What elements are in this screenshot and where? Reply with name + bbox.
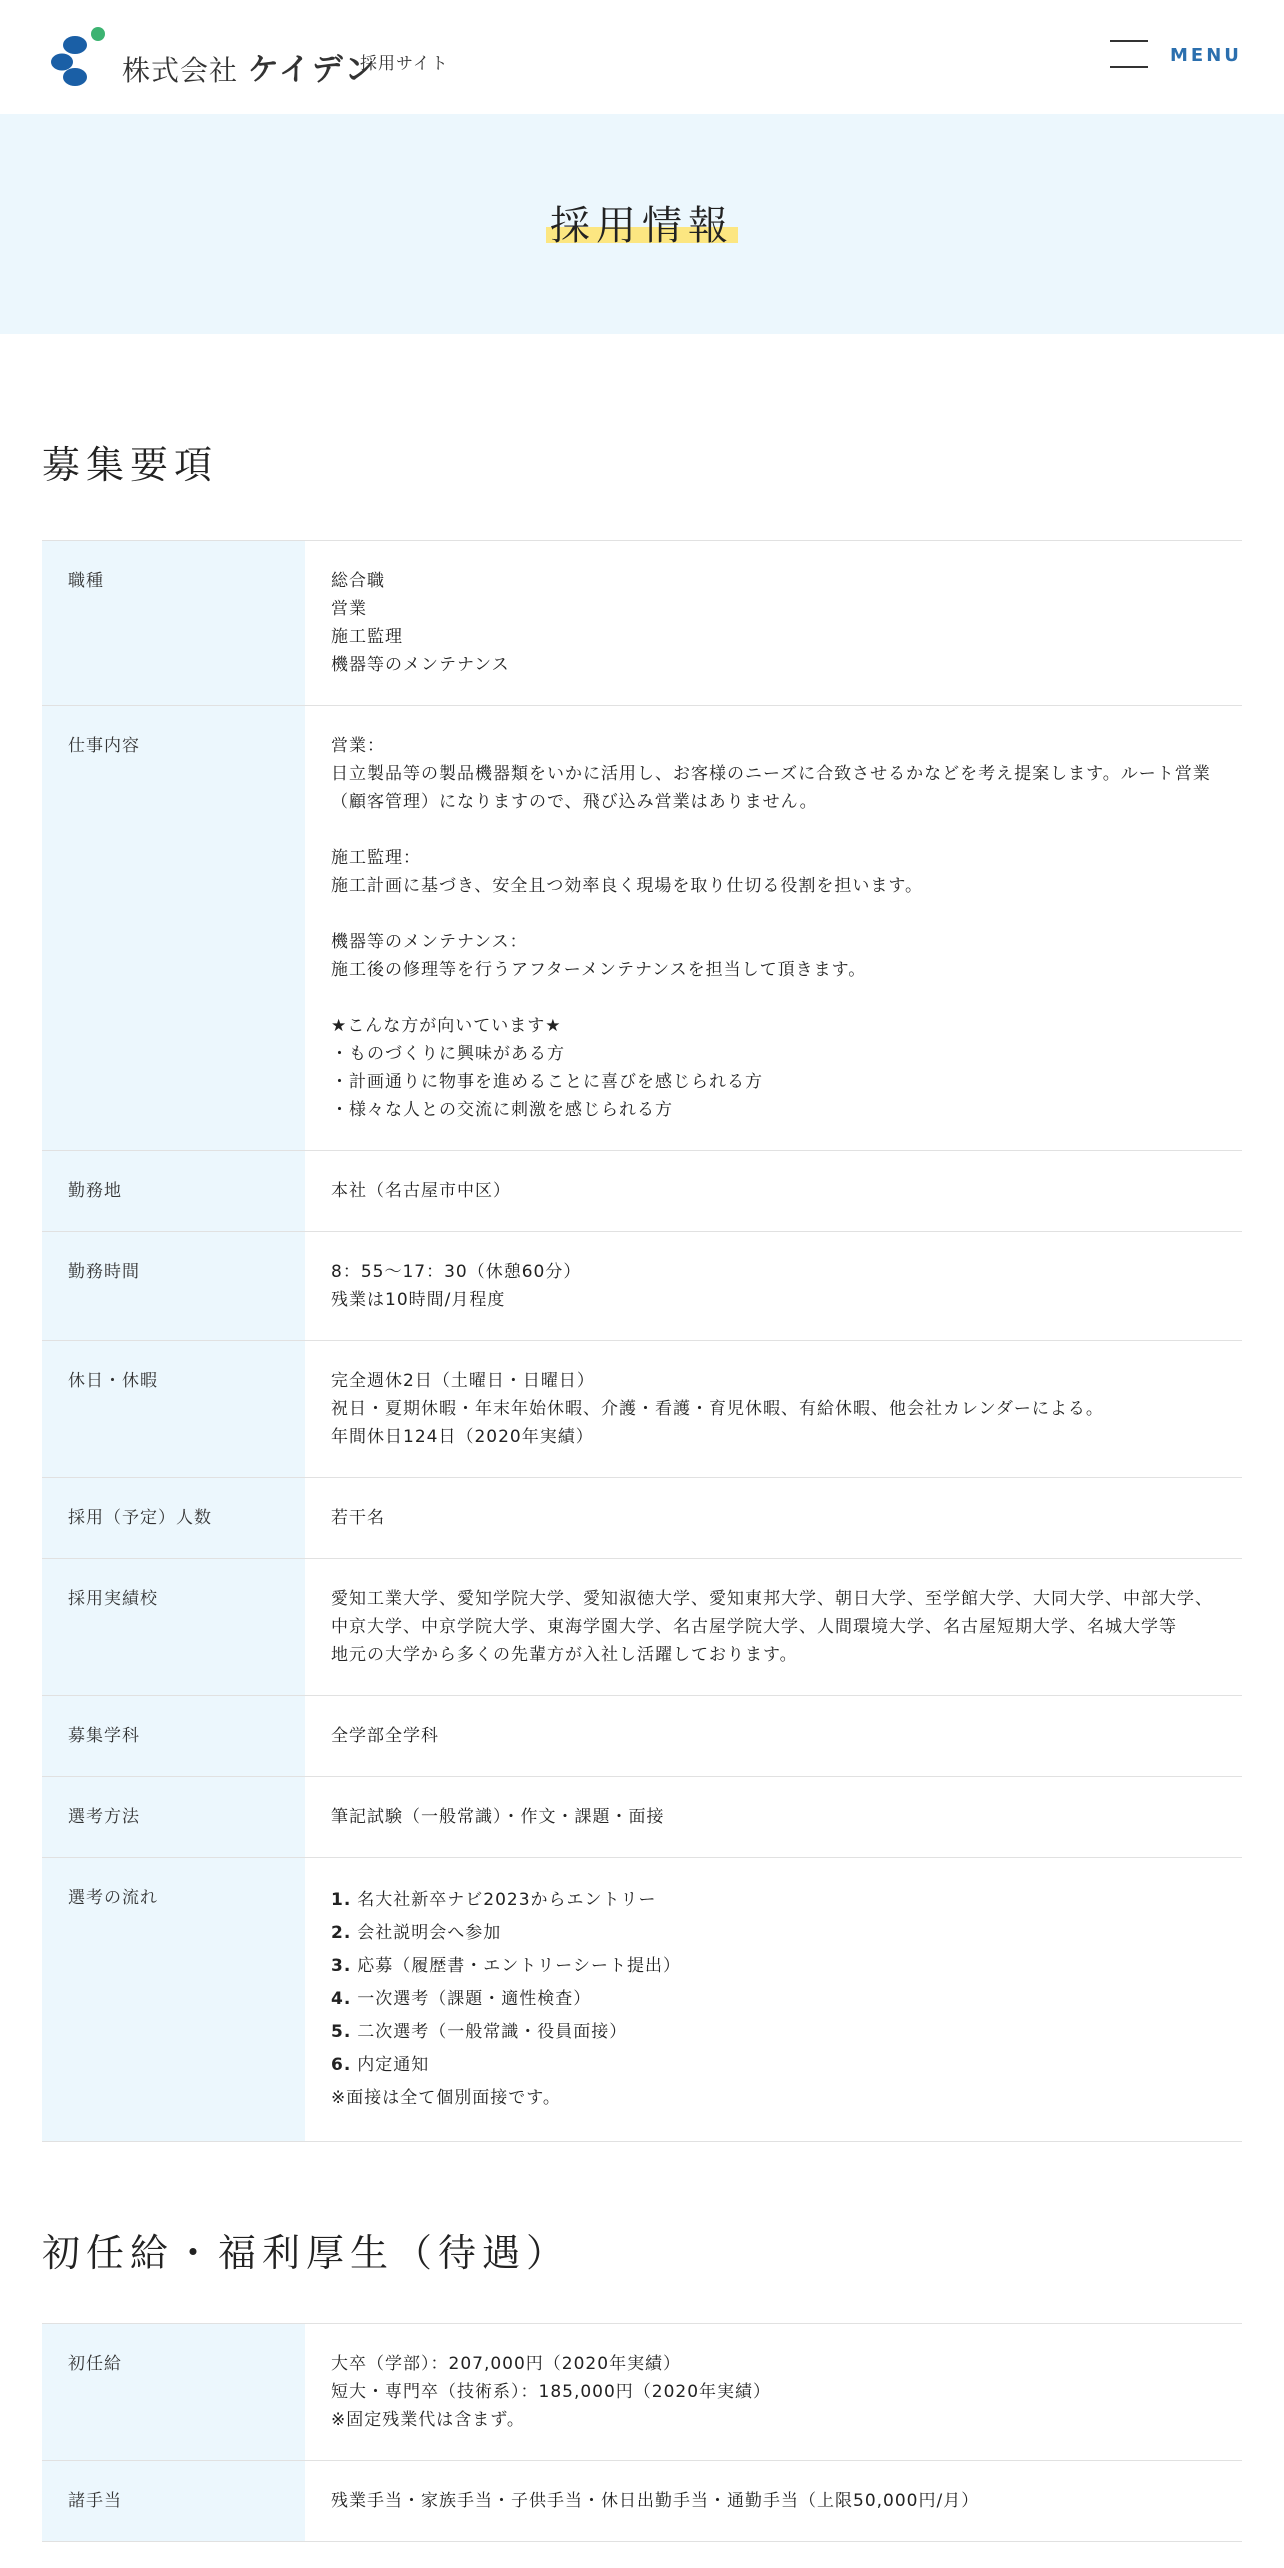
table-row: [42, 2461, 1242, 2542]
flow-step: [331, 1917, 1216, 1950]
row-body: [305, 1559, 1242, 1695]
row-head: 採用（予定）人数: [42, 1478, 305, 1558]
row-head: 募集学科: [42, 1696, 305, 1776]
table-row: [42, 1151, 1242, 1232]
row-line: [331, 816, 1216, 844]
row-body: [305, 1777, 1242, 1857]
row-body: [305, 1478, 1242, 1558]
row-head: 勤務地: [42, 1151, 305, 1231]
row-line: 施工計画に基づき、安全且つ効率良く現場を取り仕切る役割を担います。: [331, 876, 923, 896]
row-body: [305, 1232, 1242, 1340]
row-body: [305, 1341, 1242, 1477]
site-label: 採用サイト: [360, 54, 449, 74]
row-body: [305, 1696, 1242, 1776]
row-line: 営業：: [331, 736, 385, 756]
row-line: 機器等のメンテナンス：: [331, 932, 528, 952]
row-line: 大卒（学部）：207,000円（2020年実績）: [331, 2354, 682, 2374]
flow-step: [331, 1983, 1216, 2016]
step-text: 名大社新卒ナビ2023からエントリー: [357, 1890, 657, 1910]
row-head: 休日・休暇: [42, 1341, 305, 1477]
hero-banner: [0, 114, 1284, 334]
page-title: 採用情報: [546, 194, 738, 251]
step-text: 一次選考（課題・適性検査）: [357, 1989, 592, 2009]
step-text: 内定通知: [357, 2055, 430, 2075]
table-row: [42, 1232, 1242, 1341]
row-line: 日立製品等の製品機器類をいかに活用し、お客様のニーズに合致させるかなどを考え提案します。ルート営業（顧客管理）になりますので、飛び込み営業はありません。: [331, 764, 1211, 812]
benefits-title: 初任給・福利厚生（待遇）: [42, 2231, 571, 2275]
row-line: 残業手当・家族手当・子供手当・休日出勤手当・通勤手当（上限50,000円/月）: [331, 2491, 980, 2511]
row-body: [305, 541, 1242, 705]
row-line: 総合職: [331, 571, 385, 591]
row-line: 年間休日124日（2020年実績）: [331, 1427, 594, 1447]
row-line: ・ものづくりに興味がある方: [331, 1044, 565, 1064]
company-brand: ケイデン: [247, 52, 378, 88]
row-head: 諸手当: [42, 2461, 305, 2541]
company-logo-icon[interactable]: [48, 26, 110, 88]
row-head: 初任給: [42, 2324, 305, 2460]
flow-step: [331, 2049, 1216, 2082]
table-row: [42, 1559, 1242, 1696]
table-row: [42, 2324, 1242, 2461]
row-line: 若干名: [331, 1508, 385, 1528]
step-text: 応募（履歴書・エントリーシート提出）: [357, 1956, 681, 1976]
row-line: 残業は10時間/月程度: [331, 1290, 506, 1310]
row-head: 採用実績校: [42, 1559, 305, 1695]
row-line: 営業: [331, 599, 367, 619]
company-prefix: 株式会社: [122, 54, 239, 87]
row-head: 仕事内容: [42, 706, 305, 1150]
row-head: 勤務時間: [42, 1232, 305, 1340]
row-head: 選考方法: [42, 1777, 305, 1857]
row-line: 機器等のメンテナンス: [331, 655, 510, 675]
step-number: 3.: [331, 1956, 352, 1976]
row-head: 選考の流れ: [42, 1858, 305, 2141]
row-body: [305, 706, 1242, 1150]
company-name[interactable]: [122, 44, 377, 89]
row-line: [331, 984, 1216, 1012]
row-line: 短大・専門卒（技術系）：185,000円（2020年実績）: [331, 2382, 772, 2402]
flow-step: [331, 1884, 1216, 1917]
benefits-table: [42, 2323, 1242, 2542]
row-line: 愛知工業大学、愛知学院大学、愛知淑徳大学、愛知東邦大学、朝日大学、至学館大学、大同大学、中部大学、中京大学、中京学院大学、東海学園大学、名古屋学院大学、人間環境大学、名古屋短期大学、名城大学等: [331, 1589, 1213, 1637]
row-line: 祝日・夏期休暇・年末年始休暇、介護・看護・育児休暇、有給休暇、他会社カレンダーによる。: [331, 1399, 1104, 1419]
row-line: 完全週休2日（土曜日・日曜日）: [331, 1371, 595, 1391]
flow-step: [331, 2016, 1216, 2049]
row-line: 筆記試験（一般常識）・作文・課題・面接: [331, 1807, 665, 1827]
requirements-title: 募集要項: [42, 443, 219, 487]
hamburger-menu-icon[interactable]: [1110, 40, 1148, 68]
step-text: 二次選考（一般常識・役員面接）: [357, 2022, 628, 2042]
row-line: ・様々な人との交流に刺激を感じられる方: [331, 1100, 673, 1120]
step-text: 会社説明会へ参加: [357, 1923, 502, 1943]
step-number: 1.: [331, 1890, 352, 1910]
row-line: ※固定残業代は含まず。: [331, 2410, 525, 2430]
flow-step: [331, 1950, 1216, 1983]
flow-note: ※面接は全て個別面接です。: [331, 2088, 561, 2108]
table-row: [42, 1341, 1242, 1478]
row-line: 施工後の修理等を行うアフターメンテナンスを担当して頂きます。: [331, 960, 867, 980]
table-row: [42, 541, 1242, 706]
table-row: [42, 706, 1242, 1151]
menu-button[interactable]: MENU: [1170, 45, 1242, 66]
row-line: 施工監理：: [331, 848, 421, 868]
row-line: ・計画通りに物事を進めることに喜びを感じられる方: [331, 1072, 763, 1092]
row-body: [305, 1151, 1242, 1231]
row-line: [331, 900, 1216, 928]
row-body: [305, 1858, 1242, 2141]
table-row: [42, 1478, 1242, 1559]
site-header: [0, 0, 1284, 114]
step-number: 6.: [331, 2055, 352, 2075]
table-row-selection-flow: [42, 1858, 1242, 2142]
table-row: [42, 1696, 1242, 1777]
row-line: 本社（名古屋市中区）: [331, 1181, 511, 1201]
step-number: 5.: [331, 2022, 352, 2042]
step-number: 2.: [331, 1923, 352, 1943]
row-body: [305, 2461, 1242, 2541]
table-row: [42, 1777, 1242, 1858]
row-line: 地元の大学から多くの先輩方が入社し活躍しております。: [331, 1645, 798, 1665]
row-head: 職種: [42, 541, 305, 705]
step-number: 4.: [331, 1989, 352, 2009]
row-line: ★こんな方が向いています★: [331, 1016, 562, 1036]
row-body: [305, 2324, 1242, 2460]
row-line: 施工監理: [331, 627, 403, 647]
requirements-table: [42, 540, 1242, 2142]
row-line: 8：55〜17：30（休憩60分）: [331, 1262, 582, 1282]
row-line: 全学部全学科: [331, 1726, 439, 1746]
